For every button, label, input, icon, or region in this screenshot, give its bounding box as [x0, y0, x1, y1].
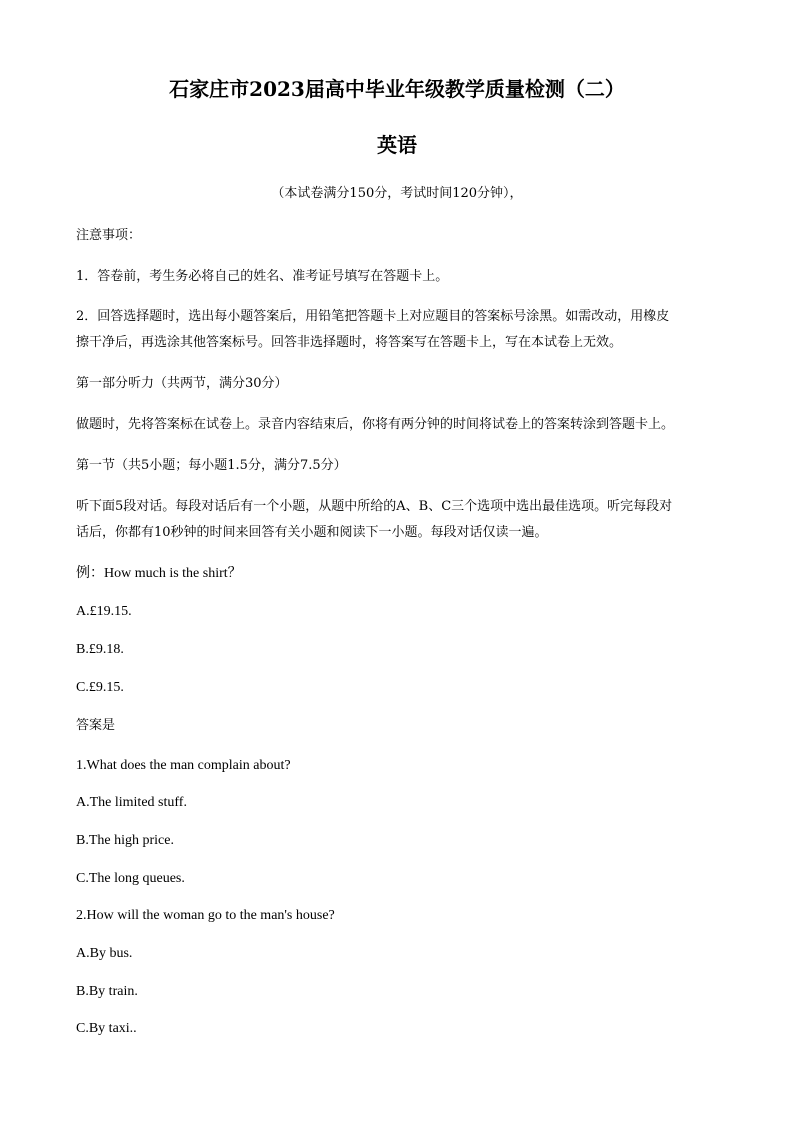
question-1-option-b: B.The high price.	[76, 833, 174, 848]
exam-info: （本试卷满分150分，考试时间120分钟），	[271, 186, 523, 201]
subject-title: 英语	[377, 133, 417, 157]
question-2-option-b: B.By train.	[76, 984, 138, 999]
example-option-a: A.£19.15.	[76, 604, 132, 619]
example-option-c: C.£9.15.	[76, 680, 124, 695]
exam-title: 石家庄市2023届高中毕业年级教学质量检测（二）	[169, 77, 625, 101]
question-1: 1.What does the man complain about?	[76, 758, 291, 773]
note-item-1: 1．答卷前，考生务必将自己的姓名、准考证号填写在答题卡上。	[76, 269, 449, 284]
question-2-option-a: A.By bus.	[76, 946, 133, 961]
note-item-2-line-1: 2．回答选择题时，选出每小题答案后，用铅笔把答题卡上对应题目的答案标号涂黑。如需改动，用橡皮	[76, 309, 670, 324]
part-1-title: 第一部分听力（共两节，满分30分）	[76, 376, 288, 391]
example-option-b: B.£9.18.	[76, 642, 124, 657]
note-item-2-line-2: 擦干净后，再选涂其他答案标号。回答非选择题时，将答案写在答题卡上，写在本试卷上无效。	[76, 335, 623, 350]
question-2-option-c: C.By taxi..	[76, 1021, 137, 1036]
section-1-instruction-line-1: 听下面5段对话。每段对话后有一个小题，从题中所给的A、B、C三个选项中选出最佳选项。听完每段对	[76, 499, 673, 514]
example-question: 例：How much is the shirt？	[76, 566, 242, 581]
question-2: 2.How will the woman go to the man's house?	[76, 908, 335, 923]
section-1-instruction-line-2: 话后，你都有10秒钟的时间来回答有关小题和阅读下一小题。每段对话仅读一遍。	[76, 525, 548, 540]
question-1-option-c: C.The long queues.	[76, 871, 185, 886]
notes-heading: 注意事项：	[76, 228, 142, 243]
question-1-option-a: A.The limited stuff.	[76, 795, 187, 810]
section-1-title: 第一节（共5小题；每小题1.5分，满分7.5分）	[76, 458, 347, 473]
part-1-instruction: 做题时，先将答案标在试卷上。录音内容结束后，你将有两分钟的时间将试卷上的答案转涂到答题卡上。	[76, 417, 675, 432]
example-answer-label: 答案是	[76, 718, 116, 733]
